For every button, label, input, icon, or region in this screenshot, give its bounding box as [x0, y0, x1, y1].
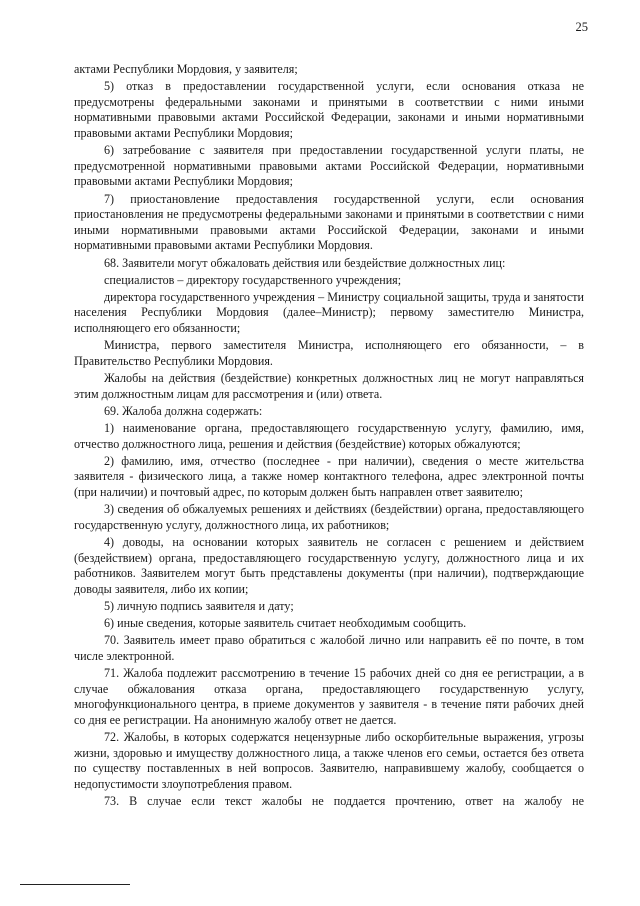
paragraph: директора государственного учреждения – Министру социальной защиты, труда и занятости населения Республики Мордовия (далее–Министр); первому заместителю Министра, исполняющего его обязанности; [74, 289, 584, 336]
paragraph: Министра, первого заместителя Министра, исполняющего его обязанности, – в Правительство Республики Мордовия. [74, 338, 584, 368]
paragraph: 71. Жалоба подлежит рассмотрению в течение 15 рабочих дней со дня ее регистрации, а в случае обжалования отказа органа, предоставляющего государственную услугу, многофункционального центра, в приеме документов у заявителя - в течение пяти рабочих дней со дня ее регистрации. На анонимную жалобу ответ не дается. [74, 666, 584, 727]
paragraph: 72. Жалобы, в которых содержатся нецензурные либо оскорбительные выражения, угрозы жизни, здоровью и имуществу должностного лица, а также членов его семьи, остается без ответа по существу поставленных в ней вопросов. Заявителю, направившему жалобу, сообщается о недопустимости злоупотребления правом. [74, 730, 584, 791]
footer-divider [20, 884, 130, 885]
paragraph: 3) сведения об обжалуемых решениях и действиях (бездействии) органа, предоставляющего государственную услугу, должностного лица, их работников; [74, 502, 584, 532]
paragraph: 73. В случае если текст жалобы не поддается прочтению, ответ на жалобу не [104, 794, 584, 808]
paragraph: 70. Заявитель имеет право обратиться с жалобой лично или направить её по почте, в том числе электронной. [74, 633, 584, 663]
paragraph: актами Республики Мордовия, у заявителя; [74, 62, 298, 76]
paragraph: 1) наименование органа, предоставляющего государственную услугу, фамилию, имя, отчество должностного лица, решения и действия (бездействие) которых обжалуются; [74, 421, 584, 451]
paragraph: 6) иные сведения, которые заявитель считает необходимым сообщить. [104, 616, 467, 631]
page-number: 25 [575, 20, 588, 34]
paragraph: 2) фамилию, имя, отчество (последнее - при наличии), сведения о месте жительства заявителя - физического лица, а также номер контактного телефона, адрес электронной почты (при наличии) и почтовый адрес, по которым должен быть направлен ответ заявителю; [74, 453, 584, 499]
paragraph: 6) затребование с заявителя при предоставлении государственной услуги платы, не предусмотренной нормативными правовыми актами Российской Федерации, нормативными правовыми актами Республики Мордовия; [74, 143, 584, 189]
paragraph: 5) отказ в предоставлении государственной услуги, если основания отказа не предусмотрены федеральными законами и принятыми в соответствии с ними иными нормативными правовыми актами Российской Федерации, законами и иными нормативными правовыми актами Республики Мордовия; [74, 79, 584, 140]
paragraph: 7) приостановление предоставления государственной услуги, если основания приостановления не предусмотрены федеральными законами и принятыми в соответствии с ними иными нормативными правовыми актами Российской Федерации, законами и иными нормативными правовыми актами Республики Мордовия. [74, 191, 584, 253]
document-body [74, 62, 584, 810]
paragraph: специалистов – директору государственного учреждения; [104, 272, 402, 287]
paragraph: 5) личную подпись заявителя и дату; [104, 598, 294, 613]
paragraph: 4) доводы, на основании которых заявитель не согласен с решением и действием (бездействием) органа, предоставляющего государственную услугу, должностного лица и их работников. Заявителем могут быть представлены документы (при наличии), подтверждающие доводы заявителя, либо их копии; [74, 534, 584, 596]
paragraph: Жалобы на действия (бездействие) конкретных должностных лиц не могут направляться этим должностным лицам для рассмотрения и (или) ответа. [74, 371, 584, 401]
paragraph: 69. Жалоба должна содержать: [104, 403, 263, 418]
paragraph: 68. Заявители могут обжаловать действия или бездействие должностных лиц: [104, 255, 506, 270]
